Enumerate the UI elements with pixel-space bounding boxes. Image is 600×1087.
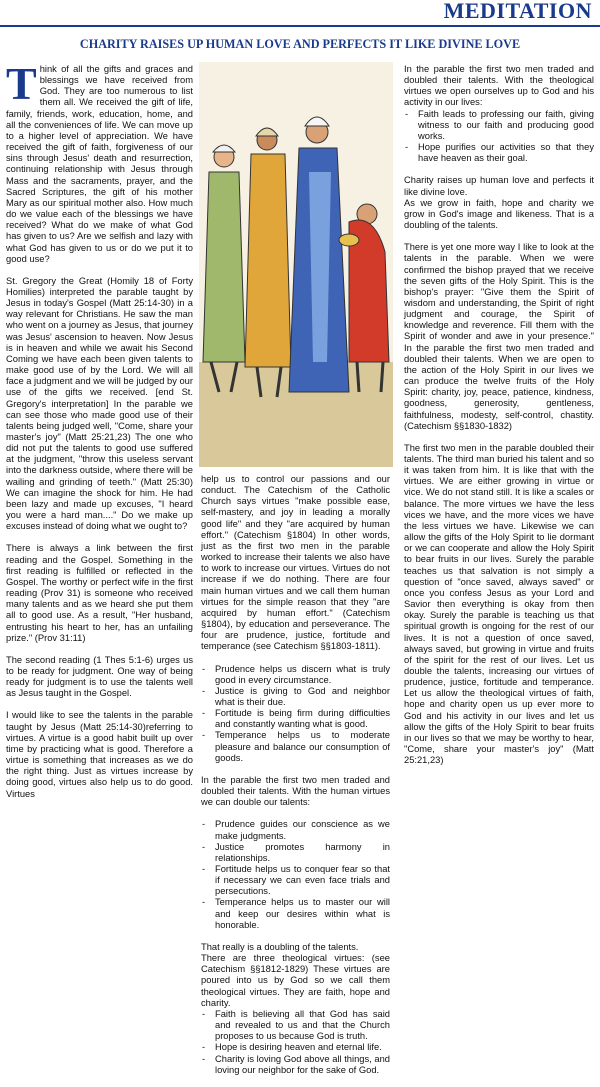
list-item: - Charity is loving God above all things, and loving our neighbor for the sake of God.: [201, 1054, 390, 1076]
list-item: - Justice promotes harmony in relationships.: [201, 842, 390, 864]
paragraph: I would like to see the talents in the parable taught by Jesus (Matt 25:14-30)referring to virtues. A virtue is a good habit built up over time by practicing what is good. Therefore a virtue is something that increases as we do the right thing. Just as virtues increase by doing good, virtues also help us to do good. Virtues: [6, 710, 193, 799]
virtue-list: [201, 664, 390, 764]
paragraph: St. Gregory the Great (Homily 18 of Forty Homilies) interpreted the parable taught by Jesus in today's Gospel (Matt 25:14-30) in a way relevant for Christians. He saw the man who went on a journey as Jesus, that journey was Jesus' ascension to heaven. Now Jesus is in heaven and while we await his Second Coming we have each been given talents to make good use of by the Lord. We will all face a judgment and we will be judged by our use of the gifts we received. [end St. Gregory's interpretation] In the parable we can see those who made good use of their talents being judged well, "Come, share your master's joy" (Matt 25:21,23) The one who did not put the talents to good use suffered at the judgment, "throw this useless servant into the darkness outside, where there will be wailing and grinding of teeth." (Matt 25:30) We can imagine the shock for him. He had been lazy and made up excuses, "I heard you were a hard man...." Do we make up excuses instead of doing what we ought to?: [6, 275, 193, 532]
list-item: - Hope is desiring heaven and eternal life.: [201, 1042, 390, 1053]
servant-figure: [245, 128, 291, 397]
article-title: CHARITY RAISES UP HUMAN LOVE AND PERFECTS IT LIKE DIVINE LOVE: [79, 37, 521, 51]
paragraph: There are three theological virtues: (see Catechism §§1812-1829) These virtues are poured into us by God so we call them theological virtues. They are faith, hope and charity.: [201, 953, 390, 1008]
paragraph: That really is a doubling of the talents.: [201, 941, 359, 952]
paragraph: The second reading (1 Thes 5:1-6) urges us to be ready for judgment. One way of being ready for judgment is to use the talents well as Jesus taught in the Gospel.: [6, 654, 193, 699]
list-item: - Faith is believing all that God has said and revealed to us and that the Church proposes to us because God is truth.: [201, 1009, 390, 1042]
header-bar: [0, 0, 600, 24]
column-3: [404, 64, 594, 777]
parable-illustration: [199, 62, 393, 467]
list-item: - Temperance helps us to master our will and keep our desires within what is honorable.: [201, 897, 390, 930]
list-item: - Justice is giving to God and neighbor what is their due.: [201, 686, 390, 708]
virtue-list: [201, 819, 390, 931]
virtue-list: [404, 109, 594, 165]
virtue-list: [201, 1009, 390, 1076]
paragraph: In the parable the first two men traded and doubled their talents. With the human virtues we can double our talents:: [201, 774, 390, 808]
list-item: - Faith leads to professing our faith, giving witness to our faith and producing good works.: [404, 109, 594, 142]
column-1: [6, 58, 193, 811]
paragraph: There is always a link between the first reading and the Gospel. Something in the first reading is fulfilled or reflected in the Gospel. The worthy or perfect wife in the first reading (Prov 31) is someone who received many talents and as we heard she put them all to good use. As a result, "Her husband, entrusting his heart to her, has an unfailing prize." (Prov 31:11): [6, 543, 193, 643]
list-item: - Prudence helps us discern what is truly good in every circumstance.: [201, 664, 390, 686]
paragraph: There is yet one more way I like to look at the talents in the parable. When we were confirmed the bishop prayed that we receive the seven gifts of the Holy Spirit. This is the bishop's prayer: "Give them the Spirit of wisdom and understanding, the Spirit of right judgment and courage, the Spirit of knowledge and reverence. Fill them with the Spirit of wonder and awe in your presence." In the parable the first two men traded and doubled their talents. When we are open to the action of the Holy Spirit in our lives we can produce the twelve fruits of the Holy Spirit: charity, joy, peace, patience, kindness, goodness, generosity, gentleness, faithfulness, modesty, self-control, chastity. (Catechism §§1830-1832): [404, 242, 594, 431]
column-2: [201, 474, 390, 1087]
paragraph: Charity raises up human love and perfects it like divine love.: [404, 175, 594, 197]
servant-figure: [203, 145, 245, 392]
drop-cap: T: [6, 58, 37, 109]
paragraph-text: hink of all the gifts and graces and blessings we have received from God. They are too numerous to list them all. We received the gift of life, family, friends, work, education, home, and all the conveniences of life. We can move up to a higher level of appreciation. We have received the gift of faith, forgiveness of our sins through Jesus' death and resurrection, continuing relationship with Jesus through Mass and the sacraments, prayer, and the Sacred Scriptures, the gift of his mother Mary as our spiritual mother also. How much do we value each of the blessings we have received? What do we make of what God has given to us? Are we selfish and lazy with what God has given to us or do we put it to good use?: [6, 64, 193, 264]
list-item: - Fortitude helps us to conquer fear so that if necessary we can even face trials and persecutions.: [201, 864, 390, 897]
list-item: - Temperance helps us to moderate pleasure and balance our consumption of goods.: [201, 730, 390, 763]
list-item: - Prudence guides our conscience as we make judgments.: [201, 819, 390, 841]
header-rule: [0, 25, 600, 27]
paragraph: In the parable the first two men traded and doubled their talents. With the theological virtues we open ourselves up to God and his activity in our lives:: [404, 64, 594, 108]
paragraph: [6, 58, 193, 265]
section-title: MEDITATION: [443, 0, 592, 23]
list-item: - Hope purifies our activities so that they have heaven as their goal.: [404, 142, 594, 164]
list-item: - Fortitude is being firm during difficulties and constantly wanting what is good.: [201, 708, 390, 730]
paragraph: The first two men in the parable doubled their talents. The third man buried his talent and so it was taken from him. It is like that with the virtues. We are either growing in virtue or vice. We do not stand still. It is like a scales or balance. The more virtues we have the less vices we have, and the more vices we have the less virtues we have. Likewise we can allow the gifts of the Holy Spirit to lie dormant or we can cooperate and allow the Holy Spirit to bear fruits in our lives. Surely the parable teaches us that salvation is not simply a question of "once saved, always saved" or once you confess Jesus as your Lord and Savior then everything is okay from then okay. Surely the parable is teaching us that spiritual growth is ongoing for the rest of our lives. It is not a question of once saved, always saved, but growing in virtue and fruits of the spirit for the rest of our lives. Let us double the talents, increasing our virtues of prudence, justice, fortitude and temperance. Let us allow the theological virtues of faith, hope and charity open us up ever more to God and his activity in our lives and let us allow the gifts of the Holy Spirit to bear fruits in our lives so that we may be worthy to hear, "Come, share your master's joy" (Matt 25:21,23): [404, 442, 594, 766]
paragraph: help us to control our passions and our conduct. The Catechism of the Catholic Church says virtues "make possible ease, self-mastery, and joy in leading a morally good life" and they "are acquired by human effort." (Catechism §1804) In other words, just as the first two men in the parable worked to increase their talents we also have to work to increase our virtues. Virtues do not increase if we do nothing. There are four main human virtues and we call them human virtues for the simple reason that they "are acquired by human effort." (Catechism §1804), by education and perseverance. The four are prudence, justice, fortitude and temperance (see Catechism §§1803-1811).: [201, 474, 390, 652]
paragraph: As we grow in faith, hope and charity we grow in God's image and likeness. That is a doubling of the talents.: [404, 197, 594, 231]
